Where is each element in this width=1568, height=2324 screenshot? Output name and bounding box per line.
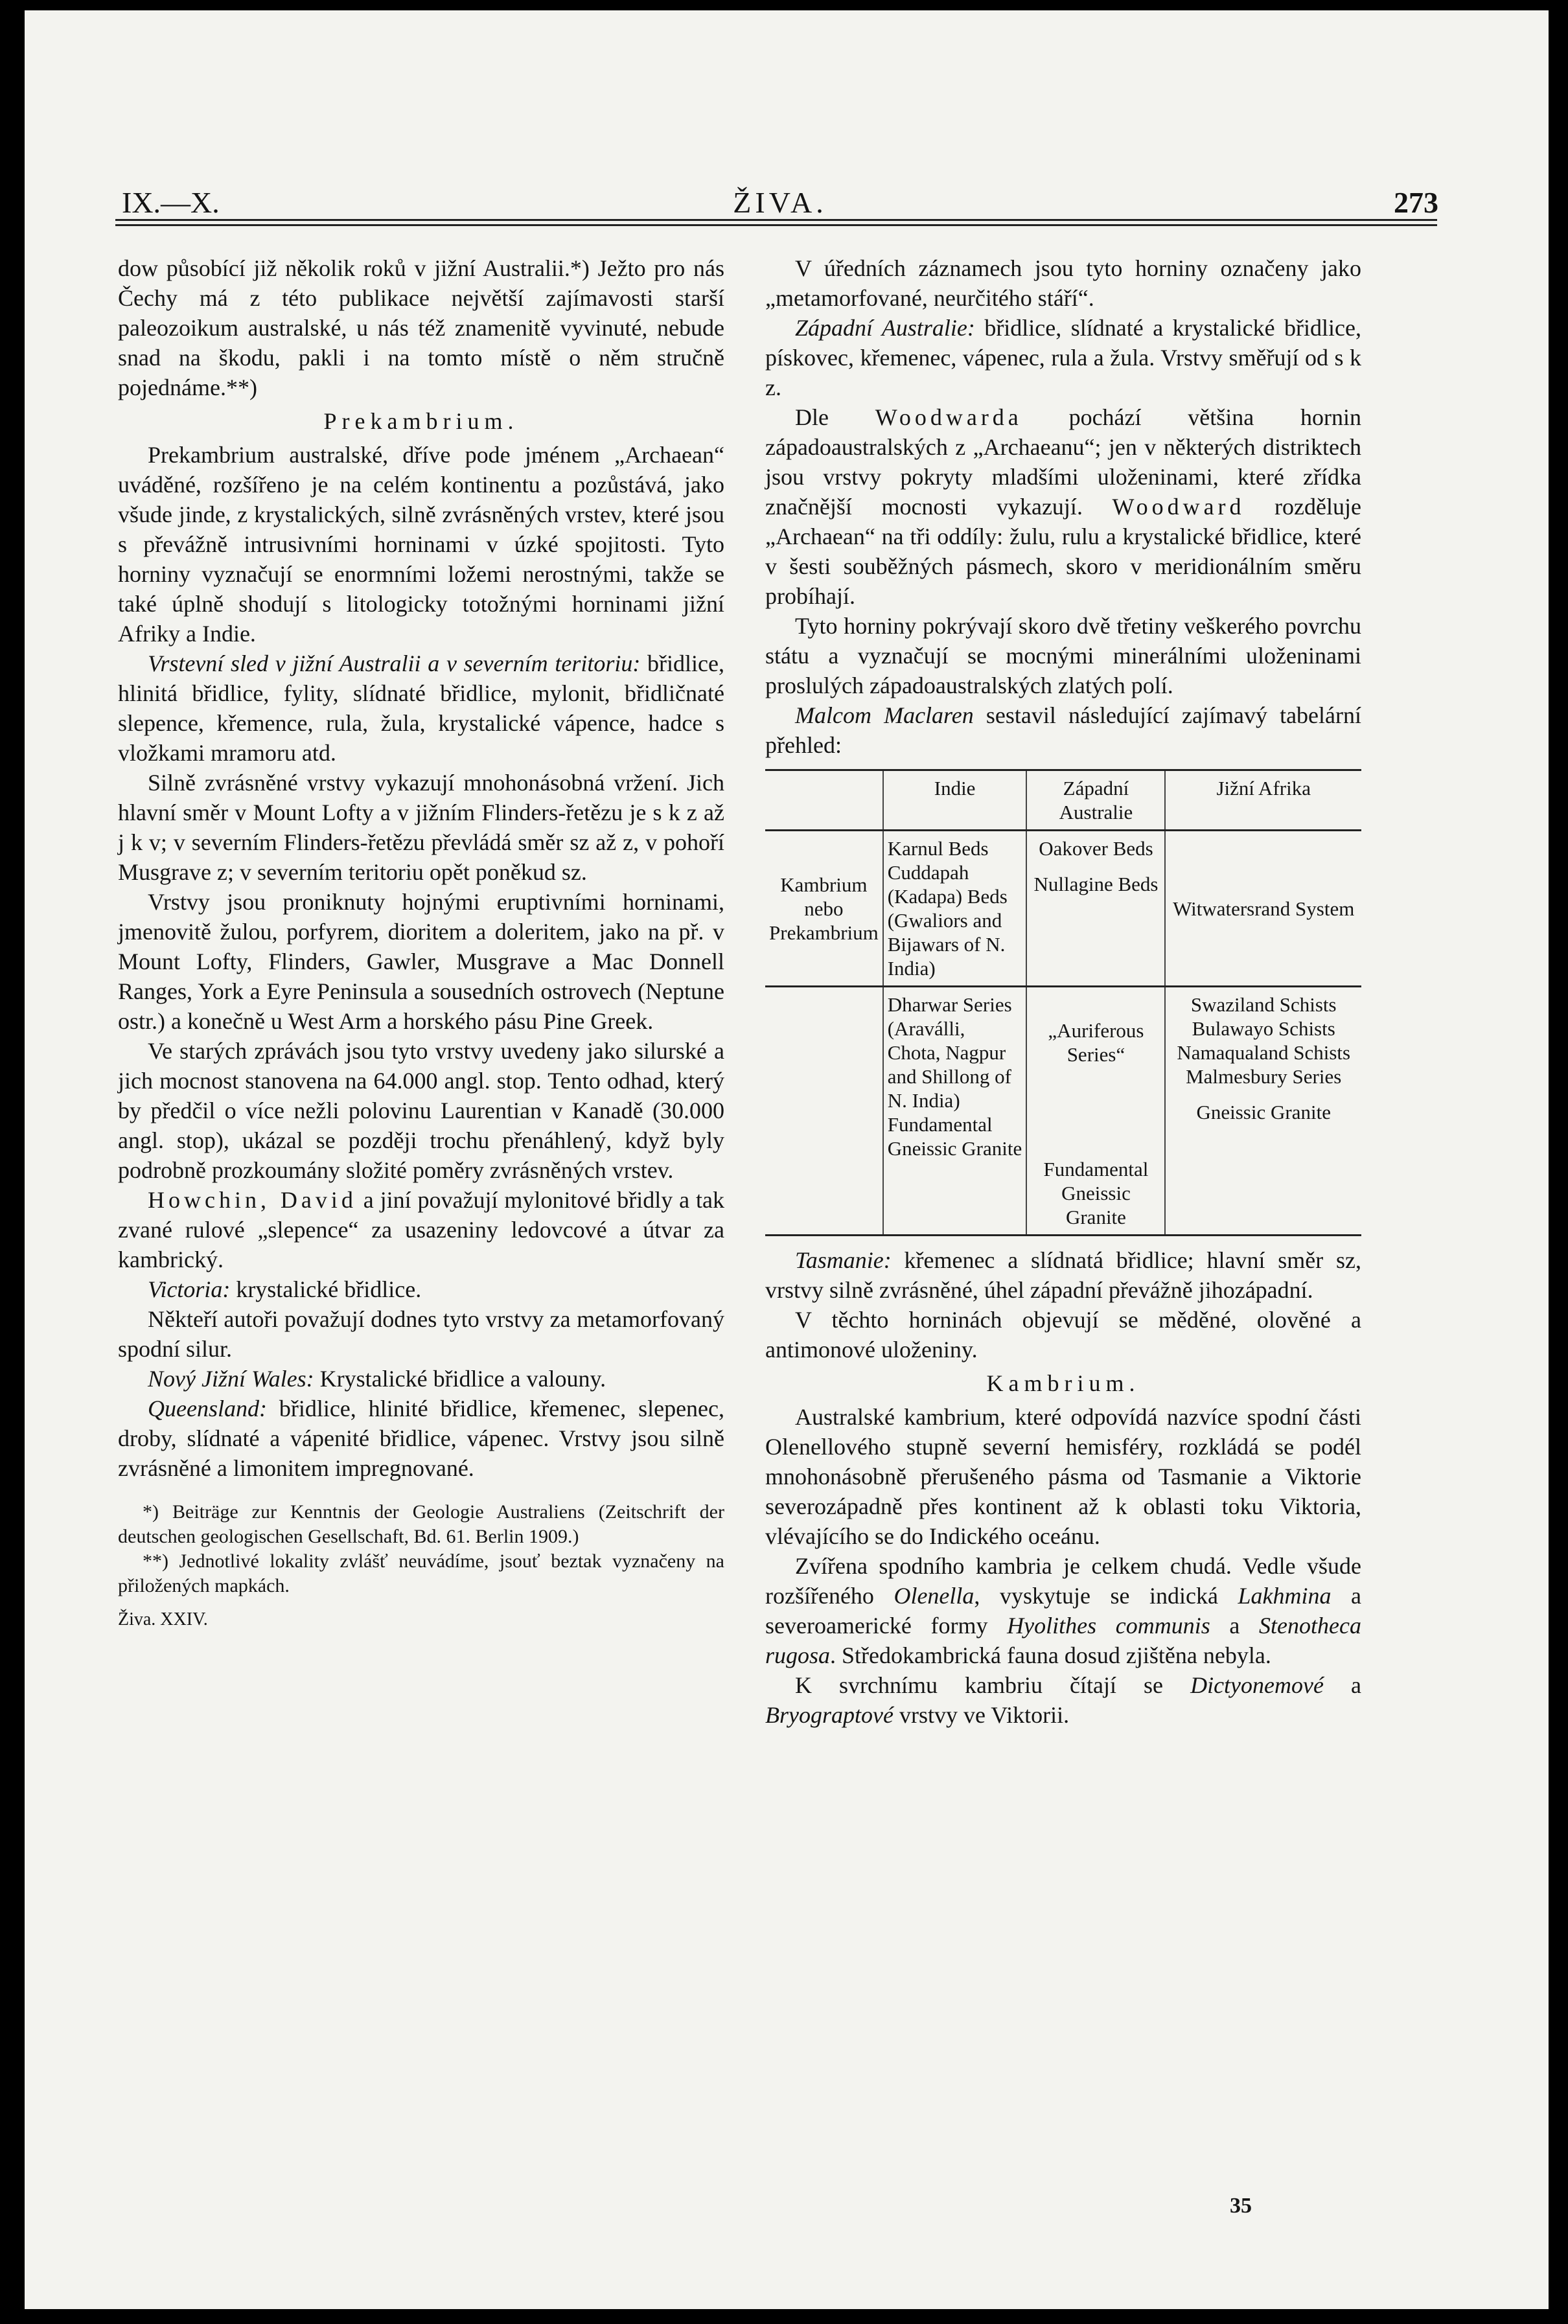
text: Dle xyxy=(795,404,875,430)
paragraph: V úředních záznamech jsou tyto horniny označeny jako „metamorfované, neurčitého stáří“. xyxy=(765,255,1361,311)
section-heading-prekambrium: Prekambrium. xyxy=(323,408,519,434)
text: Zvířena spodního kambria je celkem chudá. Vedle všude rozšířeného xyxy=(765,1553,1361,1609)
cell-entry: Gneissic Granite xyxy=(1196,1101,1331,1123)
cell-entry: „Auriferous Series“ xyxy=(1048,1019,1144,1066)
cell-entry: Oakover Beds xyxy=(1039,837,1153,860)
taxon-name: Dictyonemové xyxy=(1190,1672,1324,1698)
header-rule-2 xyxy=(115,224,1437,226)
table-header-row xyxy=(765,770,1361,831)
paragraph: V těchto horninách objevují se měděné, olověné a antimonové uloženiny. xyxy=(765,1307,1361,1363)
italic-term: Victoria: xyxy=(148,1276,231,1302)
paragraph: Tyto horniny pokrývají skoro dvě třetiny veškerého povrchu státu a vyznačují se mocnými minerálními uloženinami proslulých západoaustralských zlatých polí. xyxy=(765,613,1361,698)
stratigraphy-table xyxy=(765,769,1361,1236)
paragraph: Ve starých zprávách jsou tyto vrstvy uvedeny jako silurské a jich mocnost stanovena na 64.000 angl. stop. Tento odhad, který by předčil o více nežli polovinu Laurentian v Kanadě (30.000 angl. stop), ukázal se později trochu přenáhlený, když byly podrobně prozkoumány složité poměry zvrásněných vrstev. xyxy=(118,1038,724,1183)
signature-page-number: 35 xyxy=(1230,2194,1252,2218)
paragraph xyxy=(765,402,1361,611)
paragraph xyxy=(118,1364,724,1394)
footnotes xyxy=(118,1500,724,1598)
section-heading-kambrium: Kambrium. xyxy=(986,1370,1140,1396)
paragraph xyxy=(118,1274,724,1304)
cell-entry: Fundamental Gneissic Granite xyxy=(1043,1158,1149,1228)
table-cell xyxy=(1026,831,1165,987)
text: pochází většina hornin západoaustralských z „Archaeanu“; jen v některých distriktech jsou vrstvy pokryty mladšími uloženinami, které zřídka značnější mocnosti vykazují. xyxy=(765,404,1361,520)
text: břidlice, slídnaté a krystalické břidlice, pískovec, křemenec, vápenec, rula a žula. Vrstvy směřují od s k z. xyxy=(765,315,1362,400)
journal-title: ŽIVA. xyxy=(733,186,827,219)
paragraph: Australské kambrium, které odpovídá nazvíce spodní části Olenellového stupně severní hemisféry, rozkládá se podél mnohonásobně přerušeného pásma od Tasmanie a Viktorie severozápadně přes kontinent až k oblasti toku Viktoria, vlévajícího se do Indického oceánu. xyxy=(765,1404,1361,1549)
cell-entry: Dharwar Series (Araválli, Chota, Nagpur and Shillong of N. India) xyxy=(887,993,1012,1112)
paragraph xyxy=(765,1551,1361,1670)
table-header: Indie xyxy=(883,770,1027,831)
paragraph: Prekambrium australské, dříve pode jménem „Archaean“ uváděné, rozšířeno je na celém kontinentu a pozůstává, jako všude jinde, z krystalických, silně zvrásněných vrstev, které jsou s převážně intrusivními horninami v úzké spojitosti. Tyto horniny vyznačují se enormními ložemi nerostnými, takže se také úplně shodují s litologicky totožnými horninami jižní Afriky a Indie. xyxy=(118,442,724,647)
taxon-name: Stenotheca rugosa xyxy=(765,1613,1361,1668)
table-header: Jižní Afrika xyxy=(1165,770,1361,831)
paragraph xyxy=(118,1394,724,1483)
paragraph xyxy=(118,649,724,768)
table-row xyxy=(765,831,1361,987)
cell-entry: Nullagine Beds xyxy=(1033,873,1159,895)
table-row xyxy=(765,987,1361,1236)
paragraph: Vrstvy jsou proniknuty hojnými eruptivními horninami, jmenovitě žulou, porfyrem, dioritem a doleritem, jako na př. v Mount Lofty, Flinders, Gawler, Musgrave a Mac Donnell Ranges, York a Eyre Peninsula a sousedních ostrovech (Neptune ostr.) a konečně u West Arm a horského pásu Pine Greek. xyxy=(118,889,724,1034)
text: . Středokambrická fauna dosud zjištěna nebyla. xyxy=(830,1642,1271,1668)
text: , vyskytuje se indická xyxy=(974,1583,1238,1609)
text: a xyxy=(1210,1613,1260,1639)
text: vrstvy ve Viktorii. xyxy=(893,1702,1070,1728)
page-header xyxy=(122,172,1438,224)
spaced-names: Howchin, David xyxy=(148,1187,357,1213)
cell-entry: Swaziland Schists Bulawayo Schists Namaqualand Schists Malmesbury Series xyxy=(1177,993,1351,1088)
italic-term: Západní Australie: xyxy=(795,315,975,341)
text: křemenec a slídnatá břidlice; hlavní směr sz, vrstvy silně zvrásněné, úhel západní převážně jihozápadní. xyxy=(765,1247,1361,1303)
table-cell: Karnul Beds Cuddapah (Kadapa) Beds (Gwaliors and Bijawars of N. India) xyxy=(883,831,1027,987)
italic-term: Vrstevní sled v jižní Australii a v severním teritoriu: xyxy=(148,650,641,676)
text: K svrchnímu kambriu čítají se xyxy=(795,1672,1191,1698)
text: rozděluje „Archaean“ na tři oddíly: žulu, rulu a krystalické břidlice, které v šesti souběžných pásmech, skoro v meridionálním směru probíhají. xyxy=(765,494,1361,609)
paragraph xyxy=(765,1670,1361,1730)
signature-mark: Živa. XXIV. xyxy=(118,1609,208,1629)
table-cell xyxy=(1026,987,1165,1236)
issue-number: IX.—X. xyxy=(122,186,220,219)
spaced-name: Woodwarda xyxy=(875,404,1022,430)
table-cell: Kambrium nebo Prekambrium xyxy=(769,873,879,944)
table-header: Západní Australie xyxy=(1026,770,1165,831)
table-header xyxy=(765,770,883,831)
table-cell xyxy=(765,987,883,1236)
table-cell xyxy=(1165,987,1361,1236)
paragraph xyxy=(765,700,1361,760)
text: a jiní považují mylonitové břidly a tak zvané rulové „slepence“ za usazeniny ledovcové a útvar za kambrický. xyxy=(118,1187,724,1272)
page xyxy=(25,10,1549,2309)
table-cell: Witwatersrand System xyxy=(1165,831,1361,987)
text: sestavil následující zajímavý tabelární přehled: xyxy=(765,702,1362,758)
paragraph: Někteří autoři považují dodnes tyto vrstvy za metamorfovaný spodní silur. xyxy=(118,1306,724,1362)
footnote: **) Jednotlivé lokality zvlášť neuvádíme, jsouť beztak vyznačeny na přiložených mapkách. xyxy=(118,1550,724,1596)
text: a xyxy=(1323,1672,1361,1698)
italic-term: Malcom Maclaren xyxy=(795,702,974,728)
taxon-name: Lakhmina xyxy=(1238,1583,1332,1609)
left-column xyxy=(118,253,724,1635)
italic-term: Nový Jižní Wales: xyxy=(148,1366,314,1392)
page-folio: 273 xyxy=(1394,186,1438,219)
paragraph xyxy=(765,1245,1361,1305)
text: krystalické břidlice. xyxy=(230,1276,422,1302)
footnote: *) Beiträge zur Kenntnis der Geologie Australiens (Zeitschrift der deutschen geologischen Gesellschaft, Bd. 61. Berlin 1909.) xyxy=(118,1501,724,1547)
text: Krystalické břidlice a valouny. xyxy=(314,1366,606,1392)
table-cell xyxy=(883,987,1027,1236)
cell-entry: Fundamental Gneissic Granite xyxy=(887,1113,1022,1160)
text: a severoamerické formy xyxy=(765,1583,1361,1639)
taxon-name: Bryograptové xyxy=(765,1702,894,1728)
right-column xyxy=(765,253,1361,1730)
italic-term: Queensland: xyxy=(148,1396,267,1421)
paragraph xyxy=(765,313,1361,402)
taxon-name: Olenella xyxy=(894,1583,974,1609)
text: břidlice, hlinitá břidlice, fylity, slídnaté břidlice, mylonit, břidličnaté slepence, křemence, rula, žula, krystalické vápence, hadce s vložkami mramoru atd. xyxy=(118,650,724,766)
paragraph: dow působící již několik roků v jižní Australii.*) Ježto pro nás Čechy má z této publikace největší zajímavosti starší paleozoikum australské, u nás též znamenitě vyvinuté, nebude snad na škodu, pakli i na tomto místě o něm stručně pojednáme.**) xyxy=(118,255,724,400)
taxon-name: Hyolithes communis xyxy=(1007,1613,1210,1639)
header-rule xyxy=(115,219,1437,221)
paragraph xyxy=(118,1185,724,1274)
spaced-name: Woodward xyxy=(1112,494,1245,520)
italic-term: Tasmanie: xyxy=(795,1247,892,1273)
paragraph: Silně zvrásněné vrstvy vykazují mnohonásobná vržení. Jich hlavní směr v Mount Lofty a v jižním Flinders-řetězu je s k z až j k v; v severním Flinders-řetězu převládá směr sz až z, v pohoří Musgrave z; v severním teritoriu opět poněkud sz. xyxy=(118,770,724,885)
text: břidlice, hlinité břidlice, křemenec, slepenec, droby, slídnaté a vápenité břidlice, vápenec. Vrstvy jsou silně zvrásněné a limonitem impregnované. xyxy=(118,1396,724,1481)
